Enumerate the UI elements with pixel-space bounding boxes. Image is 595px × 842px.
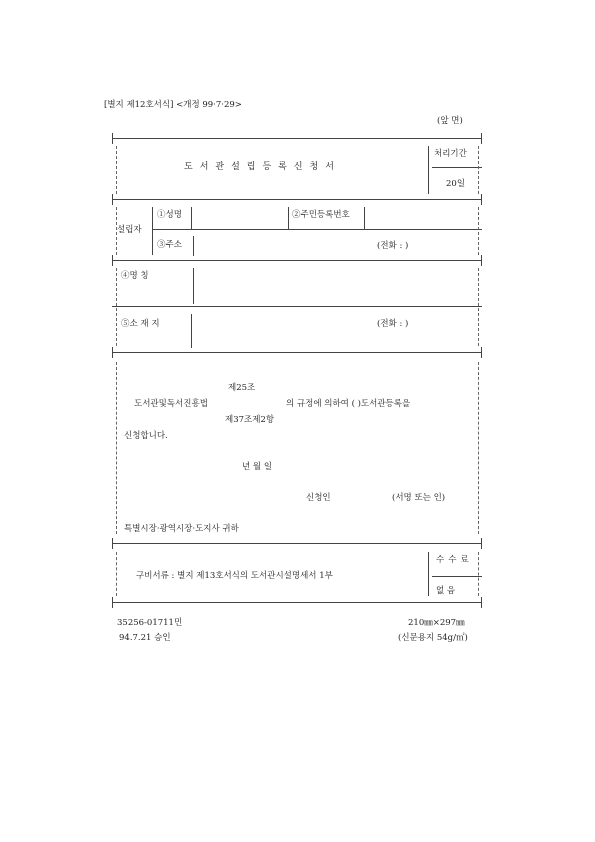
regulation-text: 의 규정에 의하여 ( )도서관등록을: [286, 399, 411, 409]
form-code: 35256-01711민: [117, 618, 183, 628]
location-bottom-border: [112, 352, 482, 353]
required-documents: 구비서류 : 별지 제13호서식의 도서관시설명세서 1부: [136, 571, 333, 581]
processing-period-value: 20일: [446, 179, 466, 189]
address-label: ③주소: [157, 240, 182, 250]
library-name-label-border: [193, 268, 194, 304]
law-name: 도서관및독서진흥법: [134, 399, 208, 409]
article-number-upper: 제25조: [228, 383, 256, 393]
form-bottom-border: [112, 602, 482, 603]
applicant-signature-label: 신청인: [306, 493, 331, 503]
applicant-label-border: [152, 207, 153, 255]
title-bottom-border: [112, 199, 482, 200]
founder-label: 설립자: [117, 225, 142, 235]
library-phone-label: (전화 : ): [377, 319, 409, 329]
article-number-lower: 제37조제2항: [225, 415, 275, 425]
resident-id-label: ②주민등록번호: [292, 210, 350, 220]
name-label: ①성명: [157, 210, 182, 220]
signature-instruction: (서명 또는 인): [392, 493, 446, 503]
location-label: ⑤소 재 지: [121, 319, 160, 329]
fee-label: 수수료: [436, 555, 473, 565]
approval-date: 94.7.21 승인: [119, 633, 171, 643]
name-row-divider: [152, 229, 482, 230]
form-top-border: [112, 138, 482, 139]
addressee: 특별시장·광역시장·도지사 귀하: [124, 524, 239, 534]
period-divider: [432, 167, 482, 168]
applicant-bottom-border: [112, 260, 482, 261]
library-name-bottom-border: [112, 306, 482, 307]
library-name-label: ④명 칭: [121, 271, 149, 281]
form-reference: [별지 제12호서식] <개정 99·7·29>: [104, 100, 242, 110]
date-line: 년 월 일: [242, 462, 273, 472]
applicant-phone-label: (전화 : ): [377, 241, 409, 251]
fee-value: 없 음: [436, 586, 456, 596]
page-side-label: (앞 면): [437, 116, 463, 126]
processing-period-label: 처리기간: [434, 149, 467, 159]
location-label-border: [191, 314, 192, 348]
paper-size: 210㎜×297㎜: [408, 618, 465, 628]
paper-type: (신문용지 54g/㎡): [398, 633, 468, 643]
fee-divider: [432, 576, 482, 577]
period-box-border: [428, 146, 429, 194]
body-bottom-border: [112, 543, 482, 544]
form-title: 도서관설립등록신청서: [184, 162, 341, 172]
fee-box-border: [428, 552, 429, 596]
request-text: 신청합니다.: [124, 431, 168, 441]
